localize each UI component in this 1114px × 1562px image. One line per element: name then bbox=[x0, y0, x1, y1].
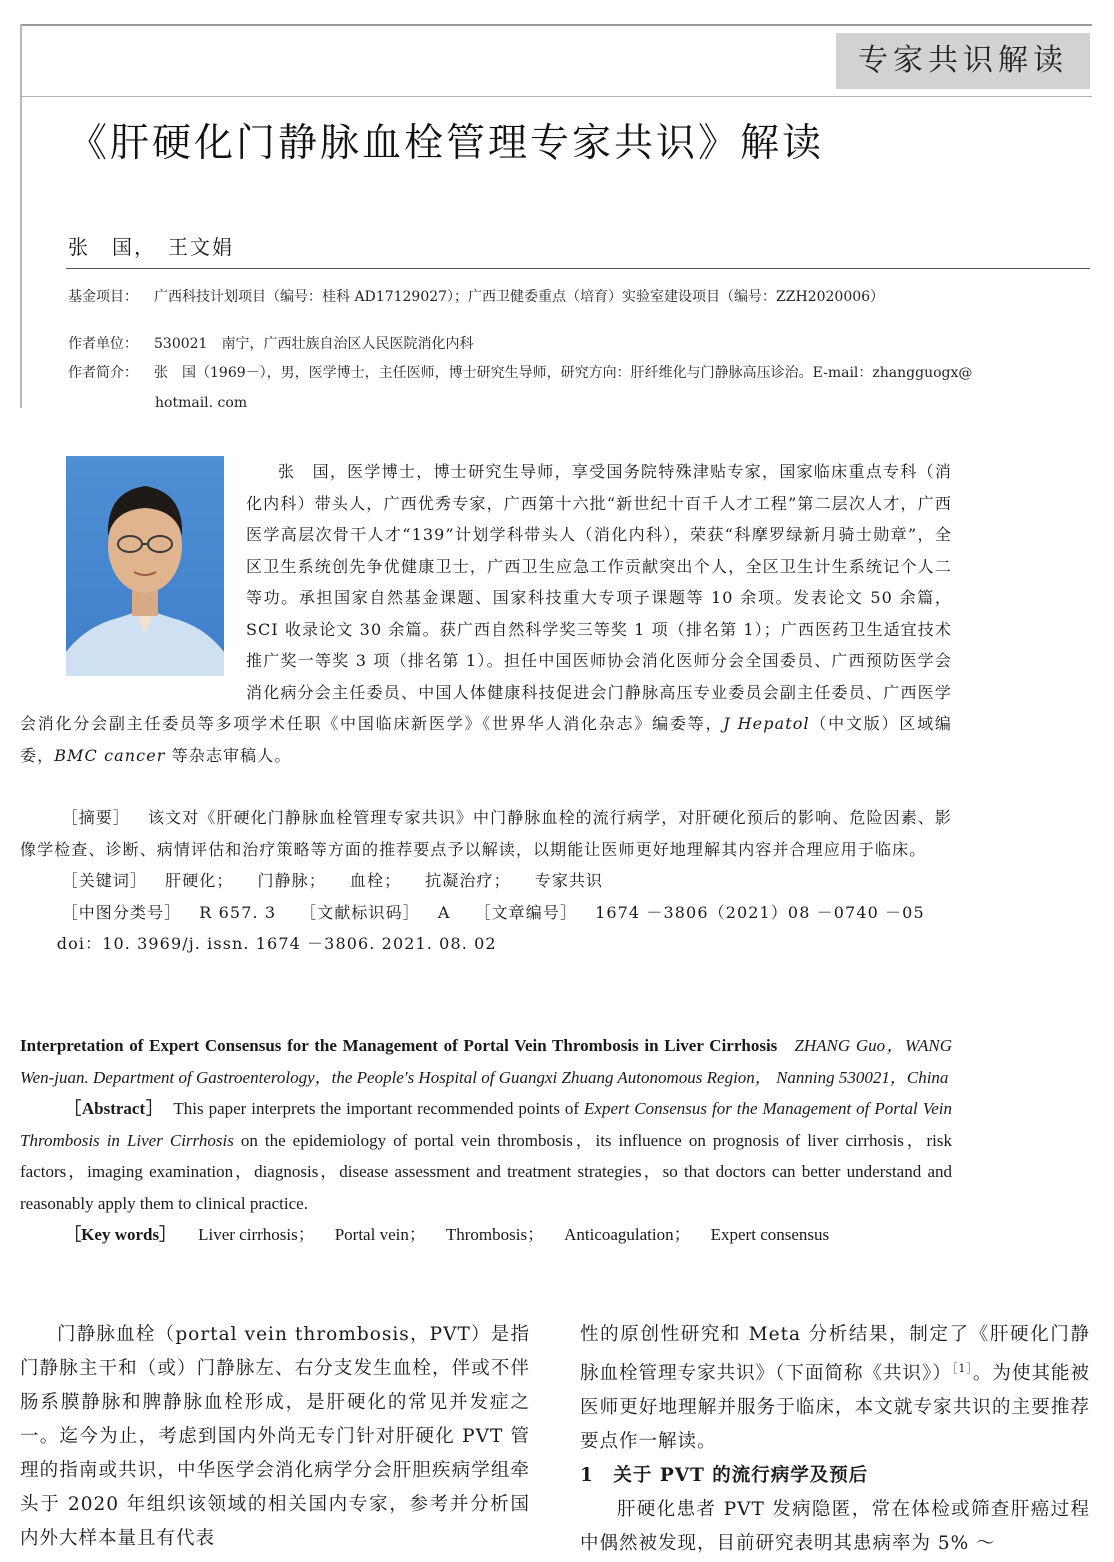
abstract-label: ［摘要］ bbox=[61, 808, 131, 827]
article-title: 《肝硬化门静脉血栓管理专家共识》解读 bbox=[68, 121, 825, 166]
author-portrait bbox=[66, 456, 224, 676]
bio-text-continued: hotmail. com bbox=[155, 395, 248, 411]
keyword: 肝硬化； bbox=[165, 871, 234, 890]
keywords-label: ［关键词］ bbox=[61, 871, 148, 890]
section-heading: 1 关于 PVT 的流行病学及预后 bbox=[580, 1465, 869, 1487]
article-authors: 张 国， 王文娟 bbox=[68, 235, 234, 259]
reference-mark: ［1］ bbox=[951, 1362, 973, 1375]
doi: doi：10. 3969/j. issn. 1674 －3806. 2021. 08. 02 bbox=[56, 934, 497, 953]
body-paragraph bbox=[580, 1318, 1090, 1459]
journal-name: BMC cancer bbox=[54, 745, 166, 765]
header-top-rule bbox=[20, 24, 1092, 26]
portrait-illustration bbox=[66, 456, 224, 676]
author-bio-line bbox=[68, 362, 972, 384]
body-column-right bbox=[580, 1318, 1090, 1561]
english-abstract-post: on the epidemiology of portal vein thrombosis，its influence on prognosis of liver cirrhosis，risk factors，imaging examination，diagnosis，disease assessment and treatment strategies，so that doctors can better understand and reasonably apply them to clinical practice. bbox=[20, 1130, 952, 1213]
doccode-label: ［文献标识码］ bbox=[300, 902, 420, 922]
english-abstract bbox=[20, 1030, 952, 1251]
profile-text: 张 国，医学博士，博士研究生导师，享受国务院特殊津贴专家，国家临床重点专科（消化内科）带头人，广西优秀专家，广西第十六批“新世纪十百千人才工程”第二层次人才，广西医学高层次骨干人才“139”计划学科带头人（消化内科），荣获“科摩罗绿新月骑士勋章”，全区卫生系统创先争优健康卫士，广西卫生应急工作贡献突出个人，全区卫生计生系统记个人二等功。承担国家自然基金课题、国家科技重大专项子课题等 10 余项。发表论文 50 余篇，SCI 收录论文 30 余篇。获广西自然科学奖三等奖 1 项（排名第 1）；广西医药卫生适宜技术推广奖一等奖 3 项（排名第 1）。担任中国医师协会消化医师分会全国委员、广西预防医学会消化病分会主任委员、中国人体健康科技促进会门静脉高压专业委员会副主任委员、广西医学会消化分会副主任委员等多项学术任职《中国临床新医学》《世界华人消化杂志》编委等， bbox=[20, 462, 952, 733]
body-text: 。为使其能被医师更好地理解并服务于临床，本文就专家共识的主要推荐要点作一解读。 bbox=[580, 1363, 1090, 1453]
profile-text-end: 等杂志审稿人。 bbox=[165, 745, 292, 765]
articleno-value: 1674 －3806（2021）08 －0740 －05 bbox=[595, 902, 925, 922]
articleno-label: ［文章编号］ bbox=[474, 902, 578, 922]
english-keyword: Portal vein； bbox=[334, 1225, 426, 1244]
english-keyword: Anticoagulation； bbox=[564, 1225, 691, 1244]
english-city: Nanning 530021，China bbox=[776, 1067, 949, 1087]
english-title: Interpretation of Expert Consensus for the Management of Portal Vein Thrombosis in Liver Cirrhosis bbox=[20, 1036, 778, 1055]
clc-value: R 657. 3 bbox=[199, 902, 277, 922]
section-tag: 专家共识解读 bbox=[836, 33, 1090, 89]
abstract-paragraph bbox=[20, 802, 952, 865]
abstract-cn bbox=[20, 802, 952, 960]
keywords-row bbox=[20, 865, 952, 897]
fund-line bbox=[68, 286, 884, 308]
affiliation-label: 作者单位： bbox=[68, 336, 138, 352]
english-keyword: Expert consensus bbox=[710, 1225, 830, 1244]
bio-label: 作者简介： bbox=[68, 365, 138, 381]
english-abstract-paragraph bbox=[20, 1093, 952, 1219]
english-keywords-row bbox=[20, 1219, 952, 1251]
profile-text-mid: （中文版）区域编委， bbox=[20, 714, 952, 765]
clc-label: ［中图分类号］ bbox=[61, 902, 182, 922]
affiliation-line bbox=[68, 333, 473, 355]
header-left-rule bbox=[20, 24, 22, 408]
doccode-value: A bbox=[437, 902, 451, 922]
body-column-left bbox=[20, 1318, 530, 1556]
header-bottom-rule bbox=[20, 96, 1092, 97]
english-keyword: Liver cirrhosis； bbox=[198, 1225, 315, 1244]
keyword: 血栓； bbox=[349, 871, 402, 890]
journal-name: J Hepatol bbox=[723, 714, 810, 733]
english-keyword: Thrombosis； bbox=[445, 1225, 545, 1244]
english-authors: ZHANG Guo，WANG Wen-juan. Department of Gastroenterology，the People′s Hospital of Guangxi Zhuang Autonomous Region， bbox=[20, 1036, 952, 1087]
english-abstract-label: ［Abstract］ bbox=[64, 1099, 164, 1118]
keyword: 门静脉； bbox=[257, 871, 326, 890]
english-abstract-pre: This paper interprets the important recommended points of bbox=[173, 1099, 585, 1118]
bio-text: 张 国（1969－），男，医学博士，主任医师，博士研究生导师，研究方向：肝纤维化与门静脉高压诊治。E-mail：zhangguogx@ bbox=[154, 365, 973, 381]
affiliation-text: 530021 南宁，广西壮族自治区人民医院消化内科 bbox=[154, 336, 474, 352]
keyword: 专家共识 bbox=[534, 871, 604, 890]
fund-text: 广西科技计划项目（编号：桂科 AD17129027）；广西卫健委重点（培育）实验室建设项目（编号：ZZH2020006） bbox=[154, 289, 885, 305]
body-paragraph: 门静脉血栓（portal vein thrombosis，PVT）是指门静脉主干和（或）门静脉左、右分支发生血栓，伴或不伴肠系膜静脉和脾静脉血栓形成，是肝硬化的常见并发症之一。迄今为止，考虑到国内外尚无专门针对肝硬化 PVT 管理的指南或共识，中华医学会消化病学分会肝胆疾病学组牵头于 2020 年组织该领域的相关国内专家，参考并分析国内外大样本量且有代表 bbox=[20, 1324, 530, 1549]
body-text: 性的原创性研究和 Meta 分析结果，制定了《肝硬化门静脉血栓管理专家共识》（下面简称《共识》） bbox=[580, 1324, 1090, 1385]
keyword: 抗凝治疗； bbox=[425, 871, 511, 890]
english-consensus-title: Expert Consensus for the Management of Portal Vein Thrombosis in Liver Cirrhosis bbox=[20, 1099, 952, 1150]
abstract-text: 该文对《肝硬化门静脉血栓管理专家共识》中门静脉血栓的流行病学，对肝硬化预后的影响、危险因素、影像学检查、诊断、病情评估和治疗策略等方面的推荐要点予以解读，以期能让医师更好地理解其内容并合理应用于临床。 bbox=[20, 808, 953, 859]
classification-row bbox=[20, 897, 952, 929]
author-separator bbox=[66, 268, 1090, 269]
body-paragraph: 肝硬化患者 PVT 发病隐匿，常在体检或筛查肝癌过程中偶然被发现，目前研究表明其患病率为 5% ～ bbox=[580, 1499, 1090, 1555]
english-keywords-label: ［Key words］ bbox=[64, 1225, 177, 1244]
fund-label: 基金项目： bbox=[68, 289, 138, 305]
english-header bbox=[20, 1030, 952, 1093]
